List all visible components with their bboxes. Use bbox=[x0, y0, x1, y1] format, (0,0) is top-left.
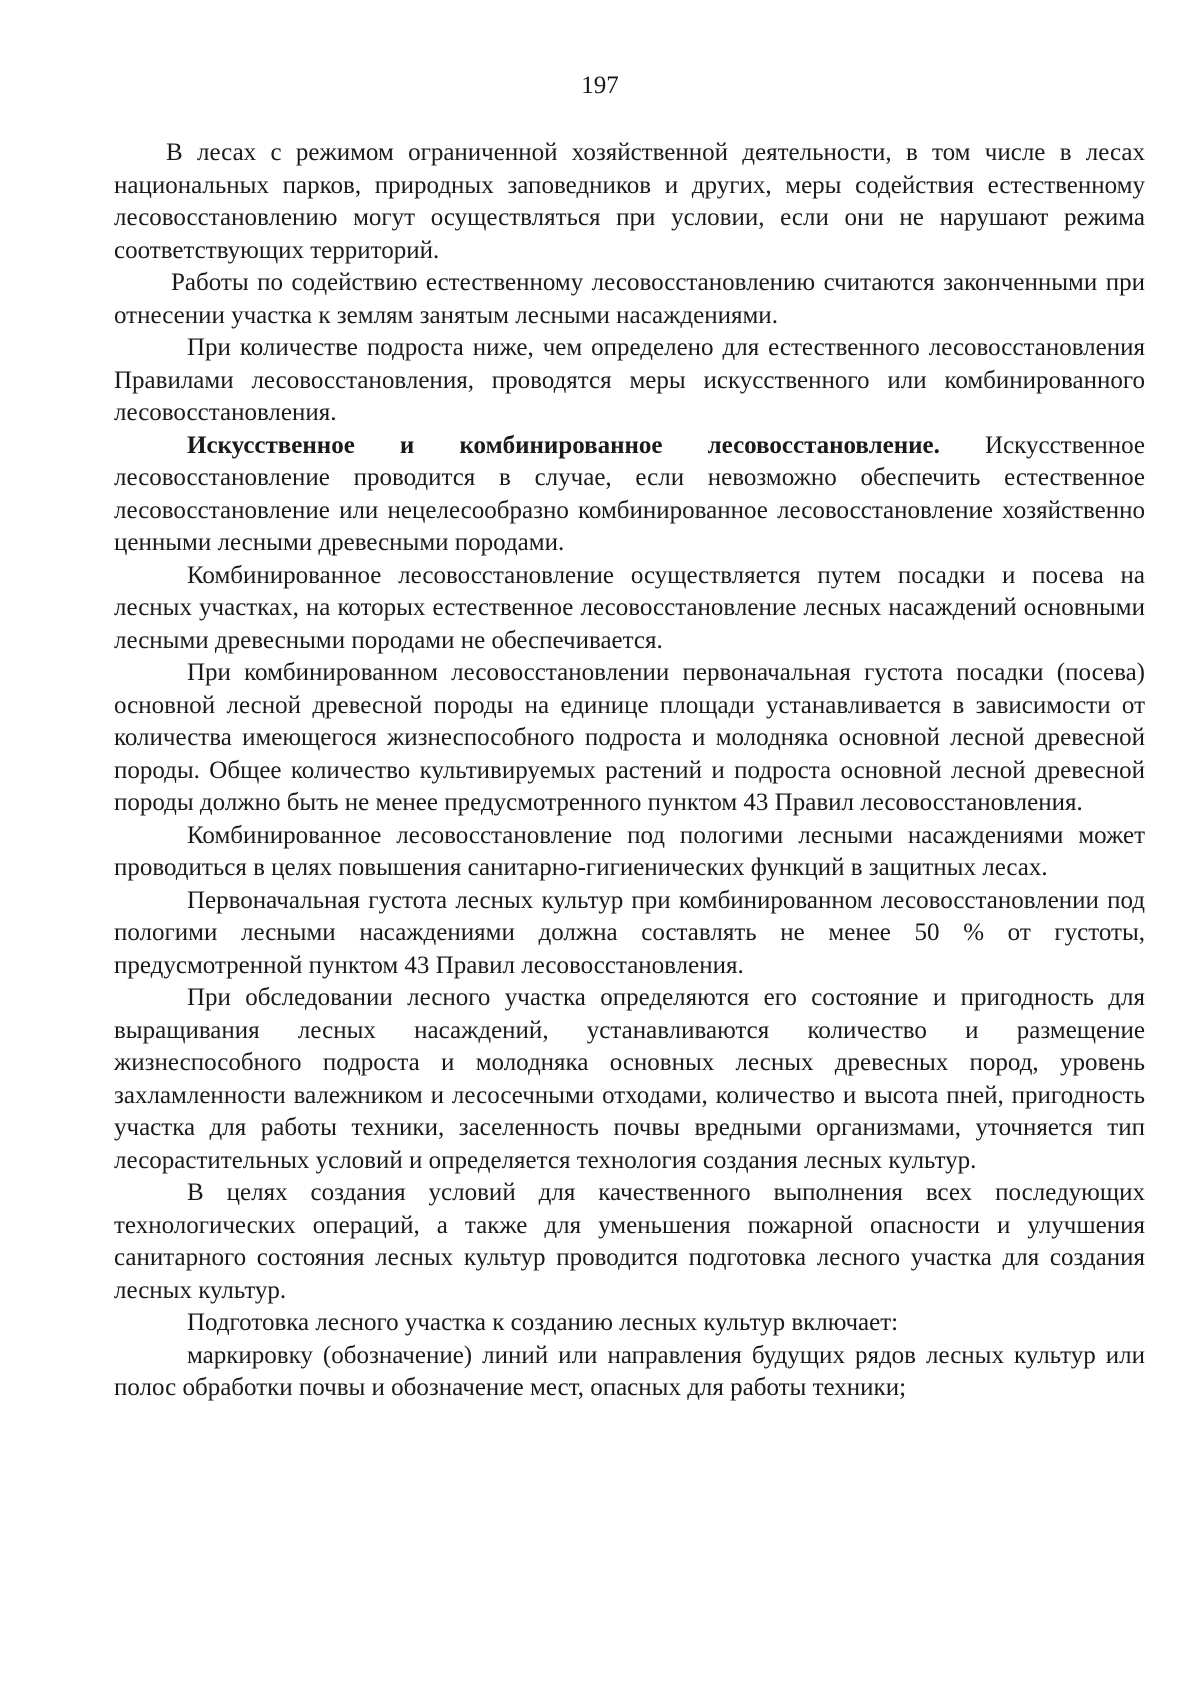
paragraph-site-preparation-includes: Подготовка лесного участка к созданию лесных культур включает: bbox=[187, 1309, 899, 1336]
paragraph-site-survey: При обследовании лесного участка определяются его состояние и пригодность для выращивания лесных насаждений, устанавливаются количество и размещение жизнеспособного подроста и молодняка основных лесных древесных пород, уровень захламленности валежником и лесосечными отходами, количество и высота пней, пригодность участка для работы техники, заселенность почвы вредными организмами, уточняется тип лесорастительных условий и определяется технология создания лесных культур. bbox=[114, 984, 1145, 1174]
paragraph-combined-definition: Комбинированное лесовосстановление осуществляется путем посадки и посева на лесных участках, на которых естественное лесовосстановление лесных насаждений основными лесными древесными породами не обеспечивается. bbox=[114, 561, 1145, 654]
page-number: 197 bbox=[581, 72, 619, 99]
paragraph-under-canopy: Комбинированное лесовосстановление под пологими лесными насаждениями может проводиться в целях повышения санитарно-гигиенических функций в защитных лесах. bbox=[114, 821, 1145, 881]
paragraph-natural-assistance-completion: Работы по содействию естественному лесовосстановлению считаются законченными при отнесении участка к землям занятым лесными насаждениями. bbox=[114, 269, 1145, 329]
paragraph-under-canopy-density: Первоначальная густота лесных культур при комбинированном лесовосстановлении под пологими лесными насаждениями должна составлять не менее 50 % от густоты, предусмотренной пунктом 43 Правил лесовосстановления. bbox=[114, 886, 1145, 979]
body-text bbox=[114, 137, 1145, 1405]
paragraph-marking-lines: маркировку (обозначение) линий или направления будущих рядов лесных культур или полос обработки почвы и обозначение мест, опасных для работы техники; bbox=[114, 1341, 1145, 1401]
paragraph-site-preparation-purpose: В целях создания условий для качественного выполнения всех последующих технологических операций, а также для уменьшения пожарной опасности и улучшения санитарного состояния лесных культур проводится подготовка лесного участка для создания лесных культур. bbox=[114, 1179, 1145, 1304]
paragraph-insufficient-undergrowth: При количестве подроста ниже, чем определено для естественного лесовосстановления Правилами лесовосстановления, проводятся меры искусственного или комбинированного лесовосстановления. bbox=[114, 334, 1145, 426]
paragraph-artificial-combined bbox=[114, 430, 1145, 560]
section-heading-artificial-combined: Искусственное и комбинированное лесовосстановление. bbox=[187, 431, 940, 459]
paragraph-artificial-combined-text: Искусственное лесовосстановление проводится в случае, если невозможно обеспечить естественное лесовосстановление или нецелесообразно комбинированное лесовосстановление хозяйственно ценными лесными древесными породами. bbox=[114, 431, 1146, 556]
paragraph-restricted-forests: В лесах с режимом ограниченной хозяйственной деятельности, в том числе в лесах национальных парков, природных заповедников и других, меры содействия естественному лесовосстановлению могут осуществляться при условии, если они не нарушают режима соответствующих территорий. bbox=[114, 139, 1145, 264]
paragraph-initial-density: При комбинированном лесовосстановлении первоначальная густота посадки (посева) основной лесной древесной породы на единице площади устанавливается в зависимости от количества имеющегося жизнеспособного подроста и молодняка основной лесной древесной породы. Общее количество культивируемых растений и подроста основной лесной древесной породы должно быть не менее предусмотренного пунктом 43 Правил лесовосстановления. bbox=[114, 659, 1145, 816]
